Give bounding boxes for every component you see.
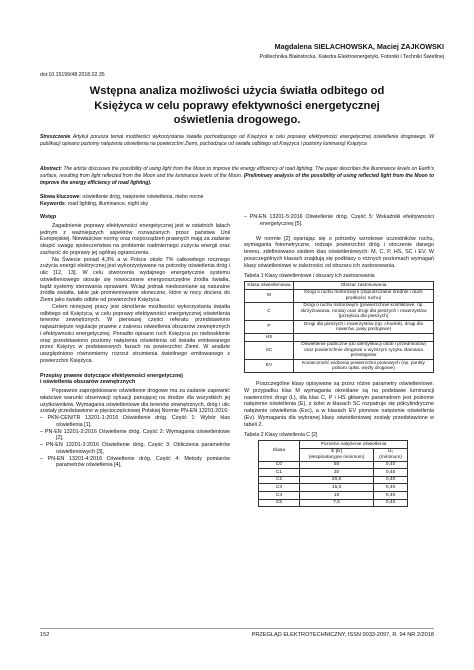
table2-caption: Tabela 2 Klasy oświetlenia C [2] bbox=[244, 432, 318, 439]
table1-caption: Tabela 1 Klasy oświetleniowe i obszary ich zastosowania bbox=[244, 273, 375, 280]
table-cell: 0,40 bbox=[374, 491, 408, 499]
paper-title bbox=[40, 84, 434, 128]
table-row bbox=[245, 321, 434, 334]
right-column bbox=[244, 214, 434, 507]
table-row bbox=[245, 302, 434, 320]
table-cell: Drogi o ruchu motorowym (powierzchnie konfliktowe, np. skrzyżowania, ronda) oraz drogi dla pieszych i rowerzystów (przejścia dla pieszych) bbox=[294, 302, 434, 320]
table-header-group: Poziome natężenie oświetlenia bbox=[300, 441, 408, 449]
table-cell: C0 bbox=[259, 461, 300, 469]
heading-line: i oświetlenia obszarów zewnętrznych bbox=[40, 379, 136, 386]
title-line: oświetlenia drogowego. bbox=[173, 114, 301, 126]
table-cell: 0,40 bbox=[374, 484, 408, 492]
keywords-pl-text: : oświetlenie dróg, natężenie oświetlenia, niebo nocne bbox=[79, 194, 204, 200]
paragraph: Celem niniejszej pracy jest określenie możliwości wykorzystania światła odbitego od Księżyca, w celu poprawy efektywności energetycznej oświetlenia terenów zewnętrznych. W pierwszej części referatu przedstawiono najważniejsze regulacje prawne z zakresu oświetlenia obszarów zewnętrznych i efektywności energetycznej. Ponadto opisano ruch Księżyca po nieboskłonie oraz przedstawiono poziomy natężenia oświetlenia od światła emitowanego przez Księżyc w podstawowych fazach na powierzchni Ziemi. W analizie uwzględniono równomierny rozrzut strumienia świetlnego emitowanego z powierzchni Księżyca. bbox=[40, 303, 230, 364]
page-number: 152 bbox=[40, 632, 50, 638]
section-heading-law bbox=[40, 373, 230, 387]
table-row bbox=[259, 469, 408, 477]
abstract-pl bbox=[40, 134, 434, 148]
table-row bbox=[245, 360, 434, 373]
list-item: – PN-EN 13201-4:2016 Oświetlenie dróg. Część 4: Metody pomiarów parametrów oświetlenia [4], bbox=[40, 455, 230, 469]
keywords-en-text: : road lighting, illuminance, night sky bbox=[64, 201, 149, 207]
table-row bbox=[245, 334, 434, 342]
table-header-row bbox=[259, 441, 408, 449]
keywords-pl bbox=[40, 194, 204, 201]
table-cell: 0,40 bbox=[374, 469, 408, 477]
table-cell: 15,0 bbox=[300, 484, 374, 492]
table-row bbox=[245, 289, 434, 302]
keywords-en-label: Keywords bbox=[40, 201, 65, 207]
table-cell: P bbox=[245, 321, 294, 334]
table-cell: Konieczność widzenia powierzchni pionowych (np. punkty poboru opłat, węzły drogowe) bbox=[294, 360, 434, 373]
table-cell: 0,40 bbox=[374, 476, 408, 484]
keywords-pl-label: Słowa kluczowe bbox=[40, 194, 80, 200]
table-row bbox=[259, 499, 408, 507]
table-row bbox=[245, 341, 434, 359]
table-row bbox=[259, 476, 408, 484]
table-cell: EV bbox=[245, 360, 294, 373]
table-header-cell: Ē [lx] (eksploatacyjne minimum) bbox=[300, 448, 374, 461]
list-item: – PN-EN 13201-5:2016 Oświetlenie dróg. Część 5: Wskaźniki efektywności energetycznej [5]. bbox=[244, 214, 434, 227]
table-cell: M bbox=[245, 289, 294, 302]
list-item: – PKN-CEN/TR 13201-1:2016 Oświetlenie dróg. Część 1: Wybór klas oświetlenia [1], bbox=[40, 415, 230, 428]
paragraph: W normie [2] opierając się o potrzeby wzrokowe uczestników ruchu, wymagania fotometryczne, rodzaje powierzchni dróg i otoczenie danego terenu, zdefiniowano siedem klas oświetleniowych: M, C, P, HS, SC i EV. W poszczególnych klasach znajdują się podklasy o różnych poziomach wymagań klasy oświetleniowe w zależności od obszaru ich zastosowania. bbox=[244, 235, 434, 269]
table-header-cell: Obszar zastosowania bbox=[294, 282, 434, 290]
table-cell: 7,5 bbox=[300, 499, 374, 507]
table-cell: 10 bbox=[300, 491, 374, 499]
authors: Magdalena SIELACHOWSKA, Maciej ZAJKOWSKI bbox=[274, 42, 444, 51]
table-cell: C bbox=[245, 302, 294, 320]
table-cell: 30 bbox=[300, 469, 374, 477]
table-row bbox=[259, 461, 408, 469]
abstract-pl-text: Artykuł porusza temat możliwości wykorzystania światła pochodzącego od Księżyca w celu poprawy efektywności energetycznej oświetlenia drogowego. W publikacji opisano poziomy natężenia oświetlenia na powierzchni Ziemi, pochodzące od światła odbitego od Księżyca i poziomy luminancji Księżyca bbox=[40, 134, 434, 147]
table-cell: C5 bbox=[259, 499, 300, 507]
table-row bbox=[259, 484, 408, 492]
paragraph: Poszczególne klasy opisywane są przez różne parametry oświetleniowe. W przypadku klas M wymagania określane są na podstawie luminancji nawierzchni drogi (L), dla klas C, P i HS głównym parametrem jest poziome natężenie oświetlenia (E), z kolei w klasach SC rozpatruje się półcylindryczne natężenie oświetlenia (Esc), a w klasach EV pionowe natężenie oświetlenia (Ev). Wymagania dla wybranej klasy oświetleniowej zostały przedstawione w tabeli 2. bbox=[244, 381, 434, 428]
heading-line: Przepisy prawne dotyczące efektywności energetycznej bbox=[40, 372, 183, 379]
table-cell: 0,40 bbox=[374, 461, 408, 469]
table-cell: C2 bbox=[259, 476, 300, 484]
table-row bbox=[259, 491, 408, 499]
table-cell: Drogi dla pieszych i rowerzystów (np. chodniki, drogi dla rowerów, pasy postojowe) bbox=[294, 321, 434, 334]
paragraph: Poprawnie zaprojektowane oświetlenie drogowe ma za zadanie zapewnić właściwe warunki obserwacji sytuacji panującej na drodze dla wszystkich jej użytkowników. Wymagania oświetleniowe dla terenów zewnętrznych, dróg i ulic zostały przedstawione w pięcioczęściowej Polskiej Normie PN-EN 13201:2016: bbox=[40, 388, 230, 415]
abstract-en-label: Abstract bbox=[40, 166, 61, 172]
section-heading-intro: Wstęp bbox=[40, 214, 57, 220]
list-item: – PN-EN 13201-2:2016 Oświetlenie dróg. Część 2: Wymagania oświetleniowe [2], bbox=[40, 428, 230, 442]
keywords-en bbox=[40, 201, 148, 208]
list-item: – PN-EN 13201-3:2016 Oświetlenie dróg. Część 3: Obliczenia parametrów oświetleniowych [3], bbox=[40, 442, 230, 455]
table-cell: Drogi o ruchu motorowym (dopuszczalne średnie i duże prędkości ruchu) bbox=[294, 289, 434, 302]
table-header-cell: Klasa bbox=[259, 441, 300, 462]
doi: doi:10.15199/48.2018.02.35 bbox=[40, 72, 105, 78]
table-cell: C3 bbox=[259, 484, 300, 492]
footer-divider bbox=[40, 628, 434, 629]
abstract-en-text: The article discusses the possibility of using light from the Moon to improve the energy efficiency of road lighting. The paper describes the illuminance levels on Earth's surface, resulting from light reflected from the Moon and the luminance levels of the Moon. bbox=[40, 166, 434, 179]
left-column bbox=[40, 214, 230, 469]
table-cell: 50 bbox=[300, 461, 374, 469]
table-cell: 20,0 bbox=[300, 476, 374, 484]
paragraph: Zagadnienie poprawy efektywności energetycznej jest w ostatnich latach jednym z ważniejszych aspektów rozważanych przez państwa Unii Europejskiej. Niewłaściwe normy oraz rozporządzeń prawnych mają za zadanie skupić uwagę społeczeństwa na problemie nadmiernego zużycia energii oraz zachęcić do poprawy jej ogólnej ograniczenia. bbox=[40, 222, 230, 256]
title-line: Wstępna analiza możliwości użycia światła odbitego od bbox=[89, 85, 385, 97]
table-cell: Oświetlenie publiczne (do identyfikacji osób i przedmiotów) oraz powierzchnie drogowe o wyższym ryzyku złamania przestępstw bbox=[294, 341, 434, 359]
table-class-c bbox=[258, 440, 408, 507]
table-cell: C4 bbox=[259, 491, 300, 499]
table-classes bbox=[244, 281, 434, 373]
table-cell: C1 bbox=[259, 469, 300, 477]
table-cell bbox=[294, 334, 434, 342]
abstract-pl-label: Streszczenie bbox=[40, 134, 71, 140]
table-header-cell: Klasa oświetleniowa bbox=[245, 282, 294, 290]
abstract-en-title: (Preliminary analysis of the possibility of using reflected light from the Moon to improve the energy efficiency of road lighting). bbox=[40, 172, 435, 186]
table-header-row bbox=[245, 282, 434, 290]
title-line: Księżyca w celu poprawy efektywności energetycznej bbox=[94, 99, 380, 112]
table-header-cell: U₀ (minimum) bbox=[374, 448, 408, 461]
journal-footer: PRZEGLĄD ELEKTROTECHNICZNY, ISSN 0033-2097, R. 94 NR 2/2018 bbox=[251, 632, 434, 638]
paragraph: Na Świecie ponad 4,3% a w Polsce około 7% całkowitego rocznego zużycia energii elektrycznej jest wykorzystywane na potrzeby oświetlenia dróg i ulic [12, 13]. W celu stworzenia wydajnego energetycznie systemu oświetleniowego stosuje się nowoczesne energooszczędne źródła światła, bądź systemy sterowania oprawami. Wciąż jednak niedoceniane są naturalne źródła światła, takie jak promieniowanie słoneczne, które w nocy dociera do Ziemi jako światło odbite od powierzchni Księżyca. bbox=[40, 256, 230, 303]
table-cell: SC bbox=[245, 341, 294, 359]
table-cell: HS bbox=[245, 334, 294, 342]
affiliation: Politechnika Białostocka, Katedra Elektroenergetyki, Fotoniki i Techniki Świetlnej bbox=[259, 54, 444, 60]
abstract-en: Abstract: The article discusses the possibility of using light from the Moon to improve the energy efficiency of road lighting. The paper describes the illuminance levels on Earth's surface, resulting from light reflected from the Moon and the luminance levels of the Moon. (Preliminary analysis of the possibility of using reflected light from the Moon to improve the energy efficiency of road lighting). bbox=[40, 166, 435, 186]
table-cell: 0,40 bbox=[374, 499, 408, 507]
